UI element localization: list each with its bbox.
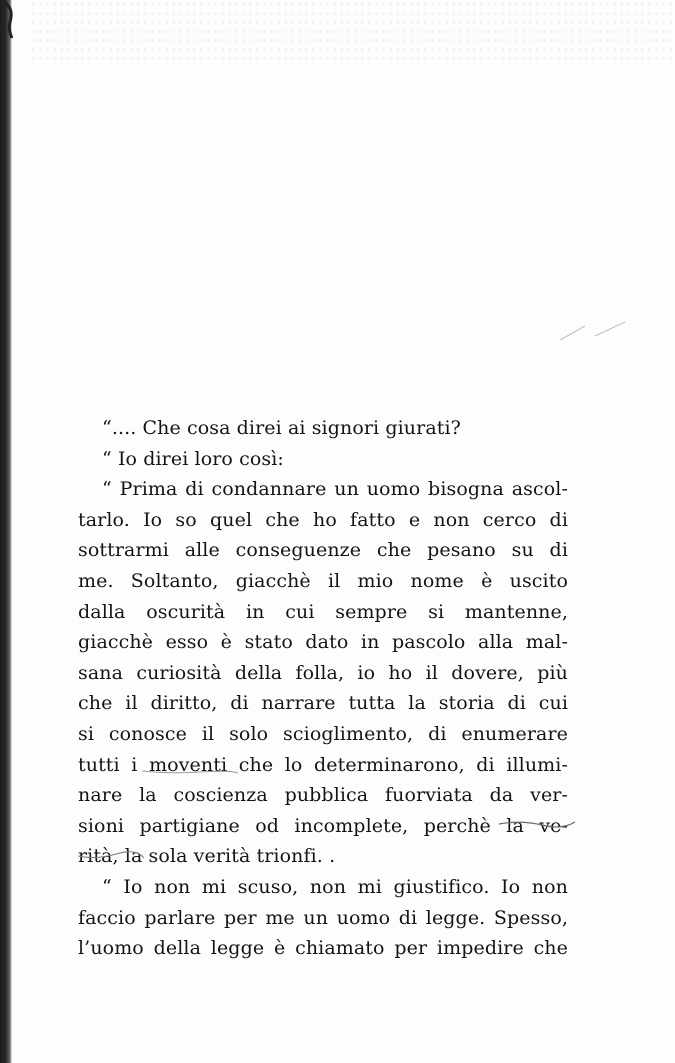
text-line: faccio parlare per me un uomo di legge. Spesso, xyxy=(78,906,568,929)
text-line: “.... Che cosa direi ai signori giurati? xyxy=(102,417,461,439)
text-line: rità, la sola verità trionfi. . xyxy=(78,845,336,868)
text-line: tarlo. Io so quel che ho fatto e non cerco di xyxy=(78,508,568,531)
text-line: sioni partigiane od incomplete, perchè la ve- xyxy=(78,814,568,837)
binding-clip-mark xyxy=(0,0,26,40)
text-line: “ Prima di condannare un uomo bisogna ascol- xyxy=(102,478,568,501)
stray-pencil-mark xyxy=(555,318,635,348)
text-line: l’uomo della legge è chiamato per impedire che xyxy=(78,937,568,960)
text-line: dalla oscurità in cui sempre si mantenne, xyxy=(78,600,568,623)
text-line: sana curiosità della folla, io ho il dovere, più xyxy=(78,661,568,684)
binding-edge xyxy=(0,0,12,1063)
text-line: nare la coscienza pubblica fuorviata da ver- xyxy=(78,784,568,807)
text-line: si conosce il solo scioglimento, di enumerare xyxy=(78,722,568,745)
paper-speckle xyxy=(30,0,675,60)
text-line: tutti i moventi che lo determinarono, di illumi- xyxy=(78,753,568,776)
text-line: me. Soltanto, giacchè il mio nome è uscito xyxy=(78,569,568,592)
text-line: giacchè esso è stato dato in pascolo alla mal- xyxy=(78,631,568,654)
text-line: “ Io non mi scuso, non mi giustifico. Io non xyxy=(102,875,568,898)
text-line: sottrarmi alle conseguenze che pesano su di xyxy=(78,539,568,562)
body-text xyxy=(78,413,568,964)
text-line: che il diritto, di narrare tutta la storia di cui xyxy=(78,692,568,715)
text-line: “ Io direi loro così: xyxy=(102,447,284,470)
